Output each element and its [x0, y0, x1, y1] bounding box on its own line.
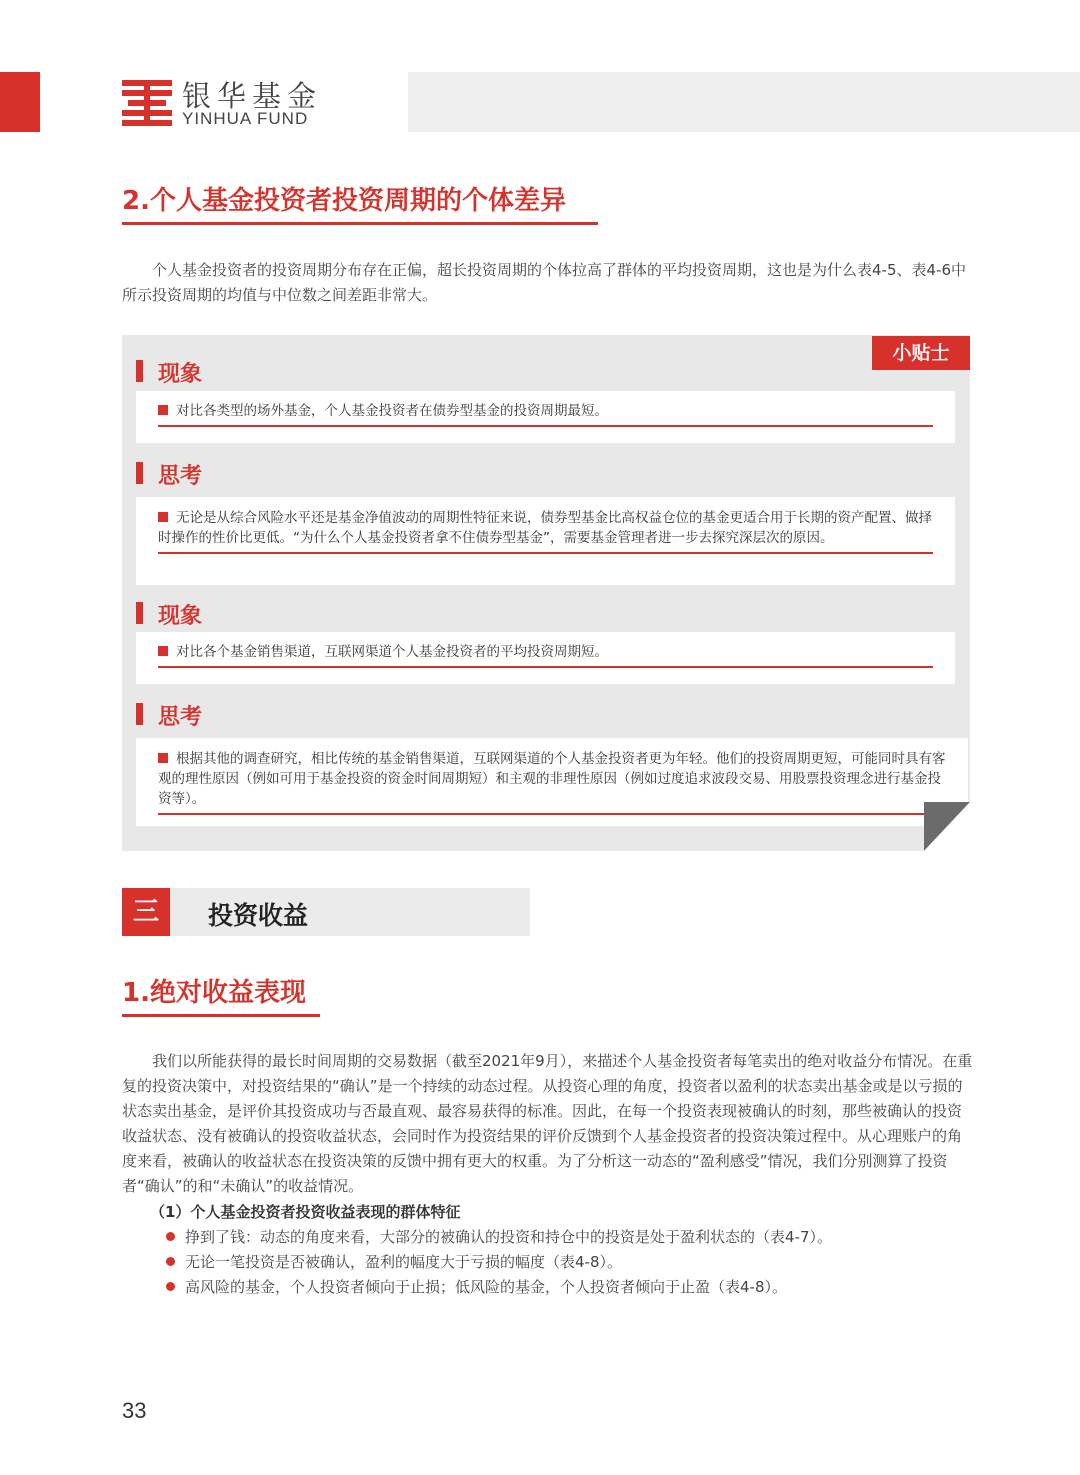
header-gray-bar: [408, 72, 1080, 132]
tip-card-4: [136, 738, 968, 826]
page-fold-corner-icon: [924, 802, 970, 851]
tip-card-text: 根据其他的调查研究，相比传统的基金销售渠道，互联网渠道的个人基金投资者更为年轻。他们的投资周期更短，可能同时具有客观的理性原因（例如可用于基金投资的资金时间周期短）和主观的非理性原因（例如过度追求波段交易、用股票投资理念进行基金投资等）。: [158, 738, 946, 815]
section-2-title: 2.个人基金投资者投资周期的个体差异: [122, 186, 566, 216]
bullet-square-icon: [158, 405, 168, 415]
tip-card-1: [136, 391, 955, 443]
tip-card-text: 对比各个基金销售渠道，互联网渠道个人基金投资者的平均投资周期短。: [158, 632, 933, 668]
bullet-square-icon: [158, 512, 168, 522]
bullet-square-icon: [158, 646, 168, 656]
bullet-dot-icon: [166, 1232, 175, 1241]
list-item: 高风险的基金，个人投资者倾向于止损；低风险的基金，个人投资者倾向于止盈（表4-8）。: [166, 1275, 787, 1300]
tip-heading-phenomenon-2: 现象: [136, 599, 202, 630]
list-item: 无论一笔投资是否被确认，盈利的幅度大于亏损的幅度（表4-8）。: [166, 1250, 622, 1275]
section-3-1-paragraph: 我们以所能获得的最长时间周期的交易数据（截至2021年9月），来描述个人基金投资者每笔卖出的绝对收益分布情况。在重复的投资决策中，对投资结果的“确认”是一个持续的动态过程。从投资心理的角度，投资者以盈利的状态卖出基金或是以亏损的状态卖出基金，是评价其投资成功与否最直观、最容易获得的标准。因此，在每一个投资表现被确认的时刻，那些被确认的投资收益状态、没有被确认的投资收益状态，会同时作为投资结果的评价反馈到个人基金投资者的投资决策过程中。从心理账户的角度来看，被确认的收益状态在投资决策的反馈中拥有更大的权重。为了分析这一动态的“盈利感受”情况，我们分别测算了投资者“确认”的和“未确认”的收益情况。: [122, 1052, 973, 1195]
tip-card-2: [136, 497, 955, 585]
tip-heading-thinking-1: 思考: [136, 459, 202, 490]
page-number: 33: [122, 1398, 147, 1423]
bullet-dot-icon: [166, 1282, 175, 1291]
bullet-dot-icon: [166, 1257, 175, 1266]
section-3-number: 三: [122, 888, 170, 936]
tip-heading-phenomenon-1: 现象: [136, 357, 202, 388]
section-3-1-underline: [122, 1014, 320, 1017]
bullet-square-icon: [158, 753, 168, 763]
section-3-1-subheading: （1）个人基金投资者投资收益表现的群体特征: [150, 1203, 461, 1221]
section-3-title: 投资收益: [208, 901, 309, 930]
logo-english-name: YINHUA FUND: [182, 109, 309, 128]
list-item: 挣到了钱：动态的角度来看，大部分的被确认的投资和持仓中的投资是处于盈利状态的（表4-7）。: [166, 1225, 832, 1250]
section-3-1-title: 1.绝对收益表现: [122, 978, 306, 1008]
yinhua-logo-icon: [120, 78, 174, 128]
logo-chinese-name: 银华基金: [182, 79, 323, 113]
section-2-underline: [122, 222, 598, 225]
tip-card-text: 对比各类型的场外基金，个人基金投资者在债券型基金的投资周期最短。: [158, 391, 933, 427]
tip-heading-thinking-2: 思考: [136, 700, 202, 731]
section-2-paragraph: 个人基金投资者的投资周期分布存在正偏，超长投资周期的个体拉高了群体的平均投资周期，这也是为什么表4-5、表4-6中所示投资周期的均值与中位数之间差距非常大。: [122, 261, 967, 304]
tip-card-3: [136, 632, 955, 684]
tip-badge: 小贴士: [872, 336, 970, 370]
tip-card-text: 无论是从综合风险水平还是基金净值波动的周期性特征来说，债券型基金比高权益仓位的基金更适合用于长期的资产配置、做择时操作的性价比更低。“为什么个人基金投资者拿不住债券型基金”，需要基金管理者进一步去探究深层次的原因。: [158, 497, 933, 554]
header-red-block: [0, 72, 40, 132]
section-3-banner: [122, 888, 530, 936]
